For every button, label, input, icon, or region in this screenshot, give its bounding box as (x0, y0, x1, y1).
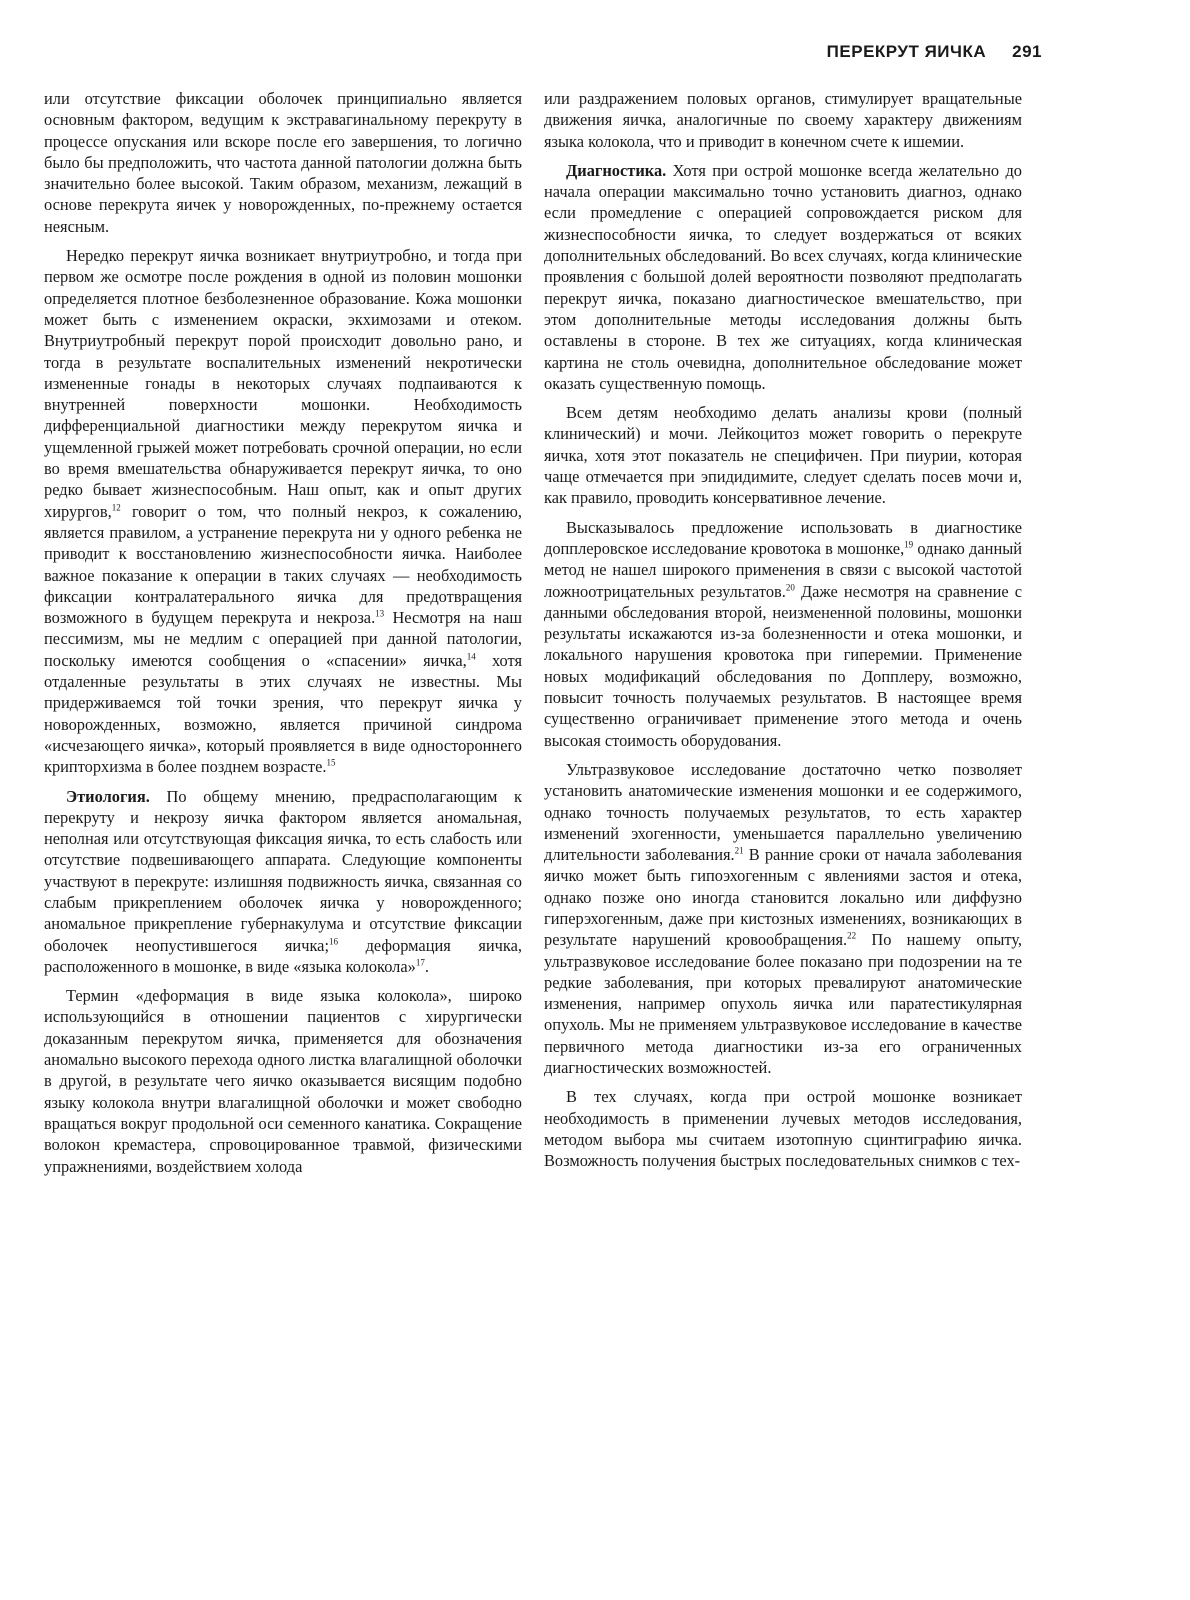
paragraph-text: говорит о том, что полный некроз, к сожалению, является правилом, а устранение перекрута ни у одного ребенка не приводит к восстановлению жизнеспособности яичка. Наиболее важное показание к операции в таких случаях — необходимость фиксации контралатерального яичка для предотвращения возможного в будущем перекрута и некроза. (44, 501, 522, 628)
paragraph (544, 517, 1022, 751)
paragraph (44, 985, 522, 1177)
paragraph-text: хотя отдаленные результаты в этих случаях не известны. Мы придерживаемся той точки зрения, что перекрут яичка у новорожденных, возможно, является причиной синдрома «исчезающего яичка», который проявляется в виде одностороннего крипторхизма в более позднем возрасте. (44, 650, 522, 777)
paragraph-text: Всем детям необходимо делать анализы крови (полный клинический) и мочи. Лейкоцитоз может говорить о перекруте яичка, хотя этот показатель не специфичен. При пиурии, которая чаще отмечается при эпидидимите, следует сделать посев мочи и, как правило, проводить консервативное лечение. (544, 403, 1022, 508)
paragraph (44, 88, 522, 237)
paragraph-text: Хотя при острой мошонке всегда желательно до начала операции максимально точно установить диагноз, однако если промедление с операцией сопровождается риском для жизнеспособности яичка, то следует воздержаться от всяких дополнительных обследований. Во всех случаях, когда клинические проявления с большой долей вероятности позволяют предполагать перекрут яичка, показано диагностическое вмешательство, при этом дополнительные методы исследования должны быть оставлены в стороне. В тех же ситуациях, когда клиническая картина не столь очевидна, дополнительное обследование может оказать существенную помощь. (544, 160, 1022, 393)
paragraph-text: Высказывалось предложение использовать в диагностике допплеровское исследование кровотока в мошонке, (544, 517, 1022, 558)
paragraph-text: или отсутствие фиксации оболочек принципиально является основным фактором, ведущим к экстравагинальному перекруту в процессе опускания или вскоре после его завершения, то логично было бы предположить, что частота данной патологии должна быть значительно более высокой. Таким образом, механизм, лежащий в основе перекрута яичек у новорожденных, по-прежнему остается неясным. (44, 89, 522, 236)
paragraph-text: Термин «деформация в виде языка колокола», широко использующийся в отношении пациентов с хирургически доказанным перекрутом яичка, применяется для обозначения аномально высокого перехода одного листка влагалищной оболочки в другой, в результате чего яичко оказывается висящим подобно языку колокола внутри влагалищной оболочки и может свободно вращаться вокруг продольной оси семенного канатика. Сокращение волокон кремастера, спровоцированное травмой, физическими упражнениями, воздействием холода (44, 986, 522, 1176)
paragraph-text: или раздражением половых органов, стимулирует вращательные движения яичка, аналогичные по своему характеру движениям языка колокола, что и приводит в конечном счете к ишемии. (544, 89, 1022, 151)
paragraph-text: Несмотря на наш пессимизм, мы не медлим с операцией при данной патологии, поскольку имеются сообщения о «спасении» яичка, (44, 608, 522, 670)
paragraph-text: По нашему опыту, ультразвуковое исследование более показано при подозрении на те редкие заболевания, при которых превалируют анатомические изменения, например опухоль яичка или паратестикулярная опухоль. Мы не применяем ультразвуковое исследование в качестве первичного метода диагностики из-за его ограниченных диагностических возможностей. (544, 930, 1022, 1078)
section-lead-in: Диагностика. (566, 160, 667, 180)
footnote-ref: 17 (415, 957, 425, 968)
paragraph (544, 160, 1022, 394)
footnote-ref: 20 (785, 582, 795, 593)
footnote-ref: 19 (904, 539, 914, 550)
footnote-ref: 22 (847, 930, 857, 941)
page-header (827, 42, 1042, 62)
paragraph-text: Нередко перекрут яичка возникает внутриутробно, и тогда при первом же осмотре после рождения в одной из половин мошонки определяется плотное безболезненное образование. Кожа мошонки может быть с изменением окраски, экхимозами и отеком. Внутриутробный перекрут порой происходит довольно рано, и тогда в результате воспалительных изменений некротически измененные гонады в некоторых случаях подпаиваются к внутренней поверхности мошонки. Необходимость дифференциальной диагностики между перекрутом яичка и ущемленной грыжей может потребовать срочной операции, но если во время вмешательства обнаруживается перекрут яичка, то оно редко бывает жизнеспособным. Наш опыт, как и опыт других хирургов, (44, 246, 522, 521)
running-title: ПЕРЕКРУТ ЯИЧКА (826, 42, 987, 61)
page-number: 291 (1012, 42, 1042, 61)
paragraph-text: деформация яичка, расположенного в мошонке, в виде «языка колокола» (44, 935, 522, 976)
paragraph-text: В ранние сроки от начала заболевания яичко может быть гипоэхогенным с явлениями застоя и отека, однако позже оно иногда становится локально или диффузно гиперэхогенным, даже при кистозных изменениях, возникающих в результате нарушений кровообращения. (544, 845, 1022, 950)
paragraph (44, 245, 522, 777)
paragraph-text: Даже несмотря на сравнение с данными обследования второй, неизмененной половины, мошонки результаты искажаются из-за болезненности и отека мошонки, и локального нарушения кровотока при гиперемии. Применение новых модификаций обследования по Допплеру, возможно, повысит точность получаемых результатов. В настоящее время существенно ограничивает применение этого метода и очень высокая стоимость оборудования. (544, 581, 1022, 750)
left-column (44, 88, 522, 1185)
paragraph-text: . (424, 956, 429, 976)
paragraph (44, 786, 522, 978)
paragraph (544, 759, 1022, 1078)
footnote-ref: 16 (329, 936, 338, 947)
paragraph (544, 1086, 1022, 1171)
footnote-ref: 14 (466, 651, 476, 662)
paragraph (544, 402, 1022, 508)
paragraph (544, 88, 1022, 152)
footnote-ref: 21 (734, 845, 744, 856)
footnote-ref: 15 (326, 757, 336, 768)
footnote-ref: 12 (111, 502, 121, 513)
paragraph-text: По общему мнению, предрасполагающим к перекруту и некрозу яичка фактором является аномальная, неполная или отсутствующая фиксация яичка, то есть слабость или отсутствие подвешивающего аппарата. Следующие компоненты участвуют в перекруте: излишняя подвижность яичка, связанная со слабым прикреплением оболочек яичка у новорожденного; аномальное прикрепление губернакулума и отсутствие фиксации оболочек неопустившегося яичка; (44, 786, 522, 955)
footnote-ref: 13 (375, 608, 385, 619)
paragraph-text: В тех случаях, когда при острой мошонке возникает необходимость в применении лучевых методов исследования, методом выбора мы считаем изотопную сцинтиграфию яичка. Возможность получения быстрых последовательных снимков с тех- (544, 1087, 1022, 1171)
section-lead-in: Этиология. (66, 786, 150, 806)
paragraph-text: Ультразвуковое исследование достаточно четко позволяет установить анатомические изменения мошонки и ее содержимого, однако точность получаемых результатов, то есть характер изменений эхогенности, уменьшается параллельно увеличению длительности заболевания. (544, 759, 1022, 865)
right-column (544, 88, 1022, 1180)
paragraph-text: однако данный метод не нашел широкого применения в связи с высокой частотой ложноотрицательных результатов. (544, 538, 1022, 601)
